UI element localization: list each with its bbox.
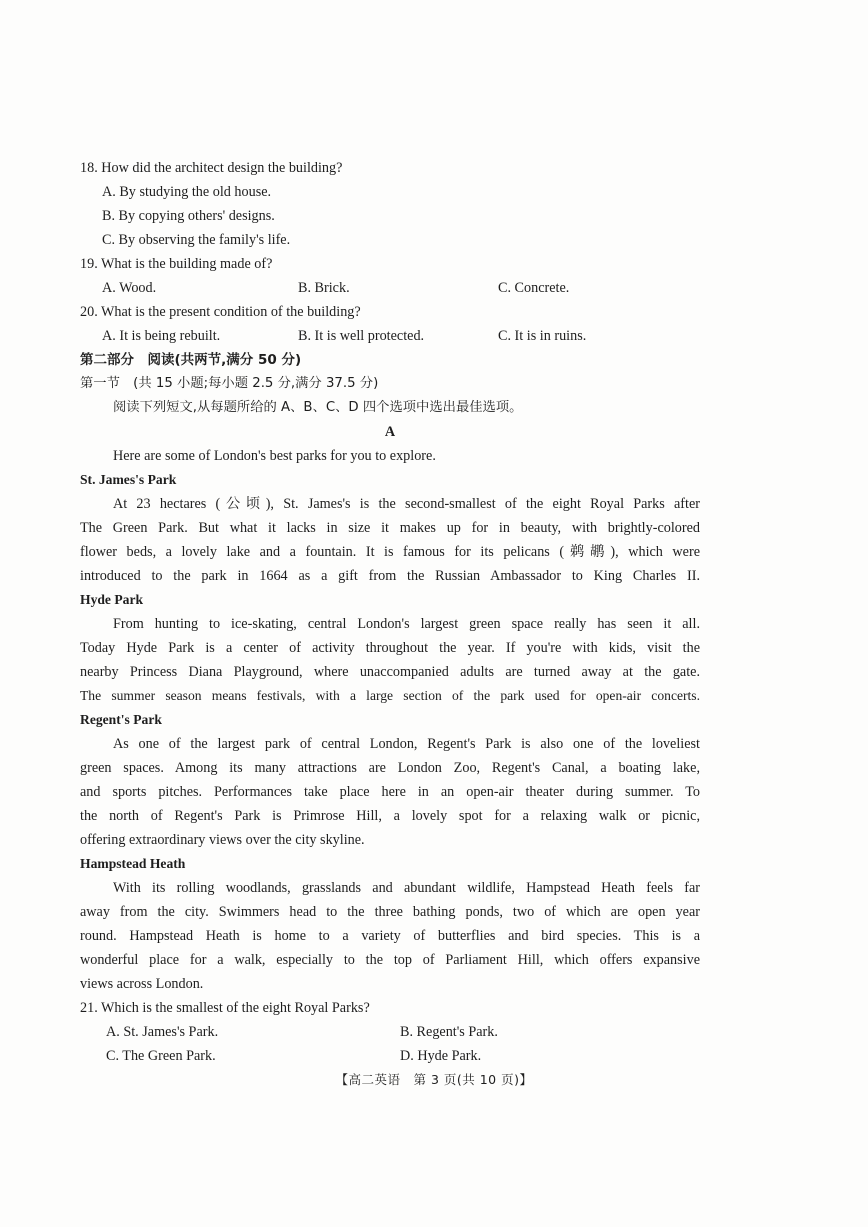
q20-options <box>80 324 700 348</box>
park-text-line: As one of the largest park of central London, Regent's Park is also one of the loveliest <box>113 736 700 752</box>
passage-label: A <box>384 424 396 440</box>
park-heading-hyde: Hyde Park <box>80 592 144 607</box>
q20-option-c: C. It is in ruins. <box>498 328 587 344</box>
q19-option-b: B. Brick. <box>298 280 350 296</box>
park-text-line: With its rolling woodlands, grasslands and abundant wildlife, Hampstead Heath feels far <box>113 880 700 896</box>
q21-options-row2 <box>80 1044 700 1068</box>
park-text-line: the north of Regent's Park is Primrose Hill, a lovely spot for a relaxing walk or picnic, <box>80 808 700 824</box>
park-text-line: wonderful place for a walk, especially to the top of Parliament Hill, which offers expansive <box>80 952 700 968</box>
section1-heading: 第一节 (共 15 小题;每小题 2.5 分,满分 37.5 分) <box>80 376 379 391</box>
q21-option-d: D. Hyde Park. <box>400 1048 482 1064</box>
reading-instruction: 阅读下列短文,从每题所给的 A、B、C、D 四个选项中选出最佳选项。 <box>113 400 523 415</box>
q19-option-c: C. Concrete. <box>498 280 570 296</box>
park-text-line: introduced to the park in 1664 as a gift from the Russian Ambassador to King Charles II. <box>80 568 700 584</box>
page-footer: 【高二英语 第 3 页(共 10 页)】 <box>335 1072 533 1087</box>
park-text-line: flower beds, a lovely lake and a fountain. It is famous for its pelicans (鹈鹕), which were <box>80 544 700 560</box>
park-text-line: away from the city. Swimmers head to the three bathing ponds, two of which are open year <box>80 904 700 920</box>
park-text-line: At 23 hectares (公顷), St. James's is the second-smallest of the eight Royal Parks after <box>113 496 700 512</box>
park-text-line: round. Hampstead Heath is home to a variety of butterflies and bird species. This is a <box>80 928 700 944</box>
park-heading-hampstead: Hampstead Heath <box>80 856 186 871</box>
park-text-line: and sports pitches. Performances take place here in an open-air theater during summer. To <box>80 784 700 800</box>
park-text-line: The summer season means festivals, with a large section of the park used for open-air concerts. <box>80 688 700 703</box>
question-20: 20. What is the present condition of the building? <box>80 304 361 320</box>
q21-options-row1 <box>80 1020 700 1044</box>
park-text-line: nearby Princess Diana Playground, where unaccompanied adults are turned away at the gate. <box>80 664 700 680</box>
q21-option-a: A. St. James's Park. <box>106 1024 219 1040</box>
park-heading-st-james: St. James's Park <box>80 472 177 487</box>
part2-heading: 第二部分 阅读(共两节,满分 50 分) <box>80 352 302 368</box>
park-text-line: The Green Park. But what it lacks in size it makes up for in beauty, with brightly-colored <box>80 520 700 536</box>
exam-page <box>80 156 700 1068</box>
park-heading-regents: Regent's Park <box>80 712 162 727</box>
q21-option-c: C. The Green Park. <box>106 1048 216 1064</box>
q18-option-b: B. By copying others' designs. <box>102 208 275 224</box>
q18-option-c: C. By observing the family's life. <box>102 232 291 248</box>
park-text-line: Today Hyde Park is a center of activity throughout the year. If you're with kids, visit the <box>80 640 700 656</box>
park-text-line: views across London. <box>80 976 204 992</box>
question-18: 18. How did the architect design the building? <box>80 160 343 176</box>
park-text-line: offering extraordinary views over the city skyline. <box>80 832 365 848</box>
q19-option-a: A. Wood. <box>102 280 157 296</box>
q20-option-a: A. It is being rebuilt. <box>102 328 221 344</box>
q21-option-b: B. Regent's Park. <box>400 1024 498 1040</box>
question-19: 19. What is the building made of? <box>80 256 273 272</box>
park-text-line: From hunting to ice-skating, central London's largest green space really has seen it all. <box>113 616 700 632</box>
q20-option-b: B. It is well protected. <box>298 328 425 344</box>
question-21: 21. Which is the smallest of the eight Royal Parks? <box>80 1000 370 1016</box>
q18-option-a: A. By studying the old house. <box>102 184 272 200</box>
park-text-line: green spaces. Among its many attractions are London Zoo, Regent's Canal, a boating lake, <box>80 760 700 776</box>
q19-options <box>80 276 700 300</box>
passage-intro: Here are some of London's best parks for you to explore. <box>113 448 436 464</box>
